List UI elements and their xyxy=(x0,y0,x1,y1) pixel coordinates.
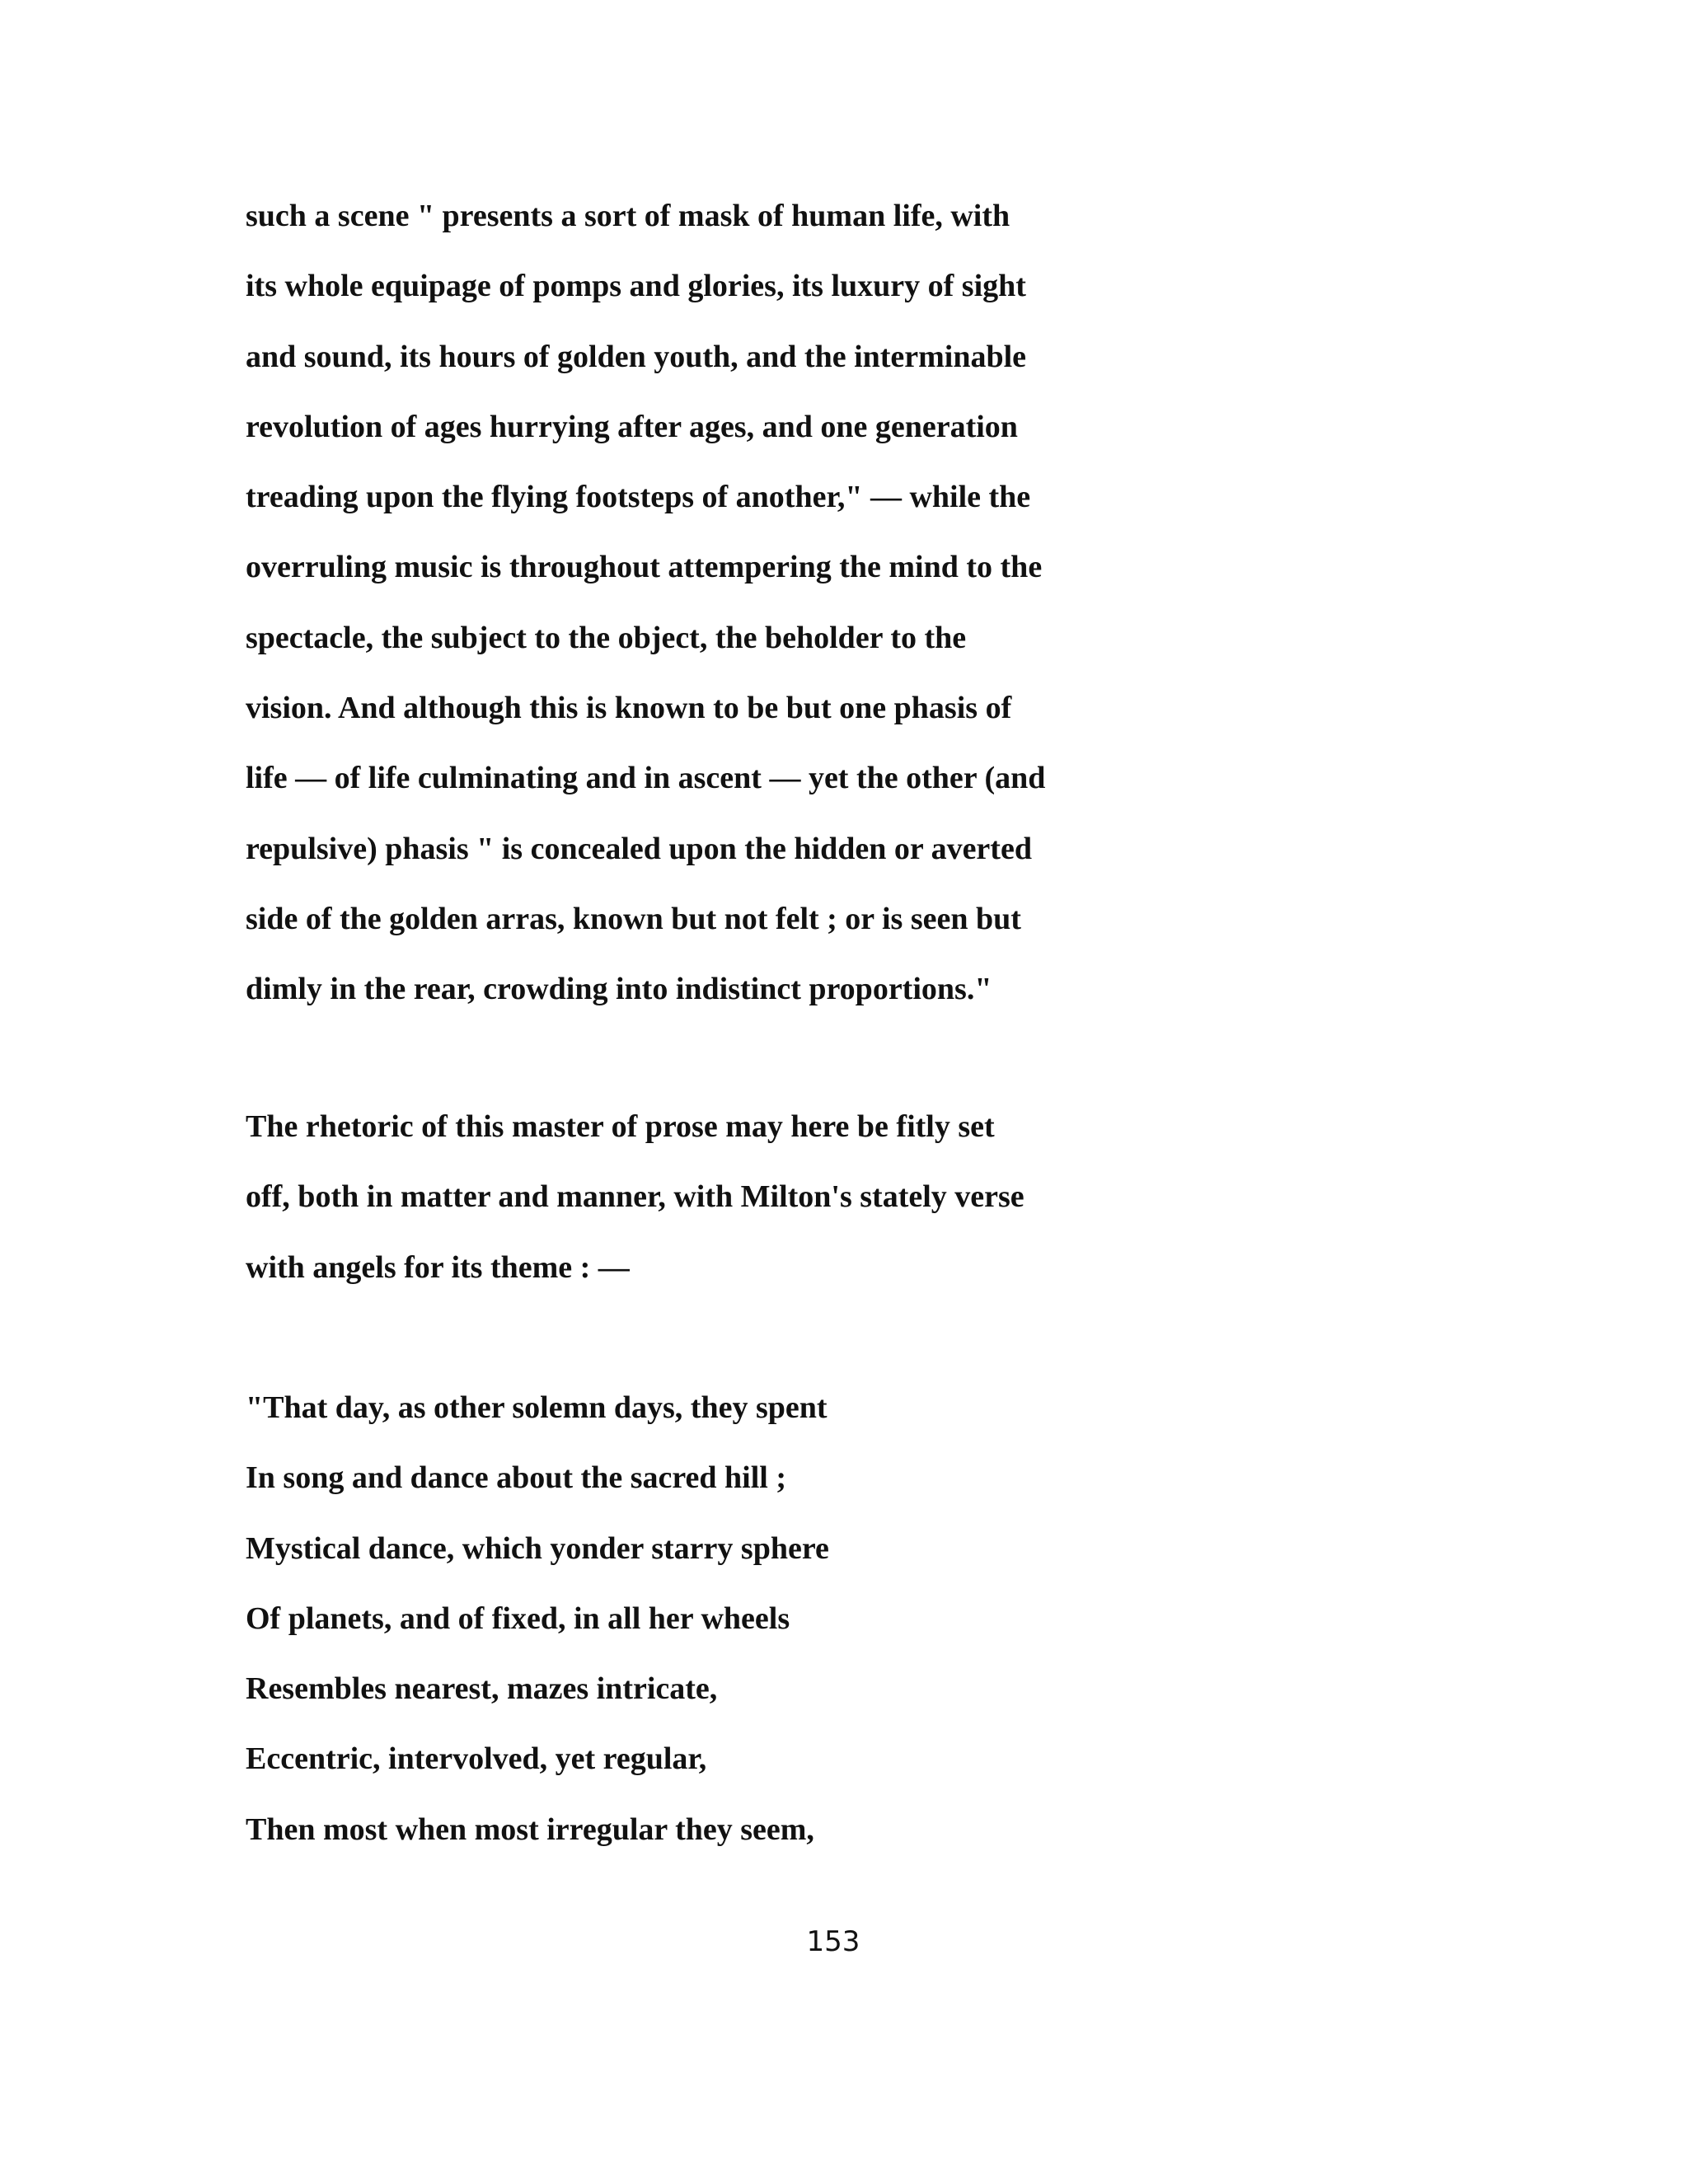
text-line: off, both in matter and manner, with Milton's stately verse xyxy=(246,1179,1025,1215)
verse-line: Eccentric, intervolved, yet regular, xyxy=(246,1741,707,1777)
verse-line: Then most when most irregular they seem, xyxy=(246,1811,814,1847)
verse-line: Mystical dance, which yonder starry sphere xyxy=(246,1530,829,1566)
text-line: repulsive) phasis " is concealed upon the hidden or averted xyxy=(246,831,1032,866)
text-line: revolution of ages hurrying after ages, and one generation xyxy=(246,409,1018,444)
verse-quotation xyxy=(246,1373,1449,1865)
verse-line: "That day, as other solemn days, they spent xyxy=(246,1390,828,1425)
text-line: such a scene " presents a sort of mask of human life, with xyxy=(246,199,1010,233)
page-number: 153 xyxy=(806,1925,860,1958)
text-line: spectacle, the subject to the object, the beholder to the xyxy=(246,620,967,655)
text-line: with angels for its theme : — xyxy=(246,1249,630,1285)
text-line: vision. And although this is known to be but one phasis of xyxy=(246,691,1012,726)
text-line: and sound, its hours of golden youth, and the interminable xyxy=(246,339,1027,374)
text-line: life — of life culminating and in ascent — yet the other (and xyxy=(246,761,1046,796)
text-line: its whole equipage of pomps and glories, its luxury of sight xyxy=(246,269,1026,304)
text-line: overruling music is throughout attempering the mind to the xyxy=(246,550,1043,585)
text-line: treading upon the flying footsteps of another," — while the xyxy=(246,480,1031,515)
verse-line: In song and dance about the sacred hill ; xyxy=(246,1460,786,1496)
verse-line: Resembles nearest, mazes intricate, xyxy=(246,1671,718,1707)
paragraph-1 xyxy=(246,181,1449,1025)
verse-line: Of planets, and of fixed, in all her wheels xyxy=(246,1601,790,1636)
text-line: The rhetoric of this master of prose may here be fitly set xyxy=(246,1109,995,1144)
paragraph-2 xyxy=(246,1092,1449,1303)
text-line: dimly in the rear, crowding into indistinct proportions." xyxy=(246,972,992,1007)
text-line: side of the golden arras, known but not felt ; or is seen but xyxy=(246,901,1021,936)
